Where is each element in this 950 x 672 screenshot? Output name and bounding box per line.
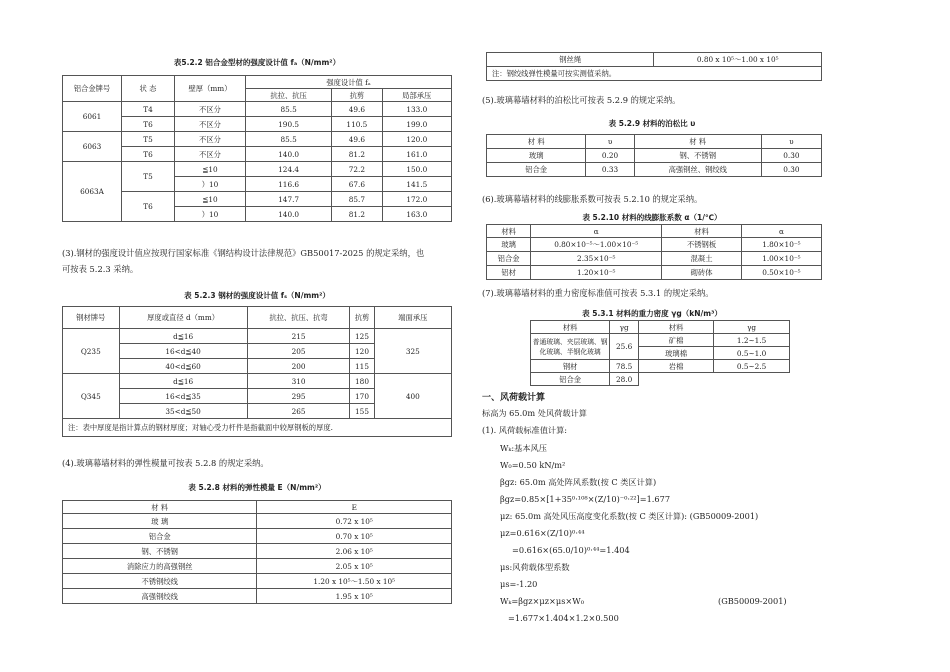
column-subheader: 抗剪	[332, 89, 382, 102]
table-row	[531, 360, 790, 373]
table-note: 注：表中厚度是指计算点的钢材厚度；对轴心受力杆件是指截面中较厚钢板的厚度.	[63, 419, 452, 437]
table-row	[531, 373, 790, 386]
table-row	[63, 162, 452, 177]
calc-line-8: μz=0.616×(Z/10)⁰·⁴⁴	[500, 528, 585, 538]
value-cell: 2.35×10⁻⁵	[531, 252, 662, 266]
value-cell: 高强钢绞线	[63, 589, 257, 604]
value-cell: 0.70 x 10⁵	[257, 529, 452, 544]
table-row	[63, 514, 452, 529]
thickness-cell: ≦10	[175, 162, 246, 177]
value-cell: 1.95 x 10⁵	[257, 589, 452, 604]
column-header: 铝合金牌号	[63, 76, 122, 102]
value-cell: 215	[247, 329, 350, 344]
value-cell: 0.5~2.5	[714, 360, 790, 373]
value-cell: 25.6	[610, 334, 639, 360]
calc-line-5: βgz: 65.0m 高处阵风系数(按 C 类区计算)	[500, 477, 657, 487]
thickness-cell: ≦10	[175, 192, 246, 207]
value-cell: 铝合金	[63, 529, 257, 544]
value-cell: 295	[247, 389, 350, 404]
material-cell: 岩棉	[638, 360, 713, 373]
value-cell: 190.5	[246, 117, 332, 132]
value-cell: 172.0	[382, 192, 451, 207]
paragraph-6: (6).玻璃幕墙材料的线膨胀系数可按表 5.2.10 的规定采纳。	[482, 194, 703, 204]
value-cell: 玻璃	[487, 238, 531, 252]
value-cell: 0.30	[761, 163, 821, 177]
state-cell: T6	[122, 192, 175, 222]
table-5-2-10	[486, 224, 822, 280]
table-row	[487, 149, 822, 163]
table-row	[531, 321, 790, 334]
value-cell: 1.00×10⁻⁵	[741, 252, 821, 266]
value-cell: 1.20×10⁻⁵	[531, 266, 662, 280]
thickness-cell: 40<d≦60	[119, 359, 247, 374]
value-cell: 110.5	[332, 117, 382, 132]
state-cell: T5	[122, 132, 175, 147]
column-subheader: 抗拉、抗压	[246, 89, 332, 102]
value-cell: 0.20	[586, 149, 634, 163]
column-header: α	[741, 225, 821, 238]
value-cell: 147.7	[246, 192, 332, 207]
column-header: 抗拉、抗压、抗弯	[247, 307, 350, 329]
paragraph-3-line2: 可按表 5.2.3 采纳。	[62, 264, 139, 274]
table-5-2-8	[62, 500, 452, 604]
table-row	[63, 307, 452, 329]
value-cell: 0.80×10⁻⁵～1.00×10⁻⁵	[531, 238, 662, 252]
column-header: 材料	[662, 225, 742, 238]
value-cell: 150.0	[382, 162, 451, 177]
table-row	[487, 163, 822, 177]
calc-line-1: 标高为 65.0m 处风荷载计算	[482, 408, 587, 418]
value-cell: 0.50×10⁻⁵	[741, 266, 821, 280]
calc-line-12-ref: (GB50009-2001)	[718, 596, 787, 606]
material-cell: 钢材	[531, 360, 610, 373]
value-cell: 85.5	[246, 102, 332, 117]
paragraph-4: (4).玻璃幕墙材料的弹性模量可按表 5.2.8 的规定采纳。	[62, 458, 269, 468]
thickness-cell: ）10	[175, 177, 246, 192]
value-cell: 1.80×10⁻⁵	[741, 238, 821, 252]
calc-line-4: W₀=0.50 kN/m²	[500, 460, 566, 470]
table-row	[487, 135, 822, 149]
paragraph-7: (7).玻璃幕墙材料的重力密度标准值可按表 5.3.1 的规定采纳。	[482, 288, 714, 298]
calc-line-7: μz: 65.0m 高处风压高度变化系数(按 C 类区计算): (GB50009-2001)	[500, 511, 759, 521]
table-row	[487, 238, 822, 252]
calc-line-9: =0.616×(65.0/10)⁰·⁴⁴=1.404	[512, 545, 630, 555]
thickness-cell: d≦16	[119, 329, 247, 344]
table-5-2-8-continued	[486, 52, 822, 81]
table-5-2-9	[486, 134, 822, 177]
alloy-grade-cell: 6061	[63, 102, 122, 132]
value-cell: 铝合金	[487, 252, 531, 266]
column-header: 端面承压	[374, 307, 451, 329]
column-header: 材 料	[487, 135, 586, 149]
material-cell: 铝合金	[531, 373, 610, 386]
value-cell: 钢、不锈钢	[63, 544, 257, 559]
table-note: 注：钢绞线弹性模量可按实测值采纳。	[487, 67, 822, 81]
table-row	[63, 559, 452, 574]
value-cell: 155	[350, 404, 374, 419]
calc-line-10: μs:风荷载体型系数	[500, 562, 570, 572]
table-row	[487, 67, 822, 81]
table-row	[63, 102, 452, 117]
column-header: υ	[586, 135, 634, 149]
table-5-2-2	[62, 75, 452, 222]
table-row	[63, 147, 452, 162]
empty-cell	[638, 373, 789, 386]
table-row	[63, 76, 452, 89]
value-cell: 高强钢丝、钢绞线	[634, 163, 761, 177]
value-cell: 161.0	[382, 147, 451, 162]
steel-grade-cell: Q345	[63, 374, 120, 419]
table-5-2-2-caption: 表5.2.2 铝合金型材的强度设计值 fₐ（N/mm²）	[173, 58, 341, 67]
column-header: γg	[714, 321, 790, 334]
thickness-cell: 16<d≦40	[119, 344, 247, 359]
material-cell: 普通玻璃、夹层玻璃、钢化玻璃、半钢化玻璃	[531, 334, 610, 360]
table-5-3-1	[530, 320, 790, 386]
value-cell: 141.5	[382, 177, 451, 192]
value-cell: 81.2	[332, 207, 382, 222]
value-cell: 砌砖体	[662, 266, 742, 280]
thickness-cell: 不区分	[175, 132, 246, 147]
value-cell: 72.2	[332, 162, 382, 177]
material-cell: 玻璃棉	[638, 347, 713, 360]
value-cell: 133.0	[382, 102, 451, 117]
value-cell: 120.0	[382, 132, 451, 147]
value-cell: 0.80 x 10⁵～1.00 x 10⁵	[654, 53, 822, 67]
value-cell: 124.4	[246, 162, 332, 177]
column-header: 材料	[487, 225, 531, 238]
table-row	[487, 266, 822, 280]
value-cell: 180	[350, 374, 374, 389]
section-heading: 一、风荷载计算	[482, 393, 546, 403]
value-cell: 116.6	[246, 177, 332, 192]
value-cell: 81.2	[332, 147, 382, 162]
value-cell: 140.0	[246, 147, 332, 162]
column-header: 抗剪	[350, 307, 374, 329]
value-cell: 120	[350, 344, 374, 359]
table-row	[63, 419, 452, 437]
table-5-2-3	[62, 306, 452, 437]
value-cell: 0.72 x 10⁵	[257, 514, 452, 529]
value-cell: 125	[350, 329, 374, 344]
column-header: 钢材牌号	[63, 307, 120, 329]
column-header: 材 料	[63, 501, 257, 514]
value-cell: 115	[350, 359, 374, 374]
value-cell: 玻璃	[487, 149, 586, 163]
value-cell: 205	[247, 344, 350, 359]
value-cell: 85.7	[332, 192, 382, 207]
calc-line-13: =1.677×1.404×1.2×0.500	[508, 613, 619, 623]
table-row	[63, 374, 452, 389]
value-cell: 消除应力的高强钢丝	[63, 559, 257, 574]
table-row	[63, 589, 452, 604]
table-5-2-8-caption: 表 5.2.8 材料的弹性模量 E（N/mm²）	[188, 483, 326, 492]
column-header: 材 料	[634, 135, 761, 149]
column-header: 材料	[638, 321, 713, 334]
column-subheader: 局部承压	[382, 89, 451, 102]
value-cell: 0.30	[761, 149, 821, 163]
value-cell: 170	[350, 389, 374, 404]
table-row	[63, 117, 452, 132]
column-header: 壁厚（mm）	[175, 76, 246, 102]
value-cell: 不锈钢绞线	[63, 574, 257, 589]
table-row	[63, 329, 452, 344]
thickness-cell: 35<d≦50	[119, 404, 247, 419]
table-5-2-3-caption: 表 5.2.3 钢材的强度设计值 fₛ（N/mm²）	[184, 291, 330, 300]
column-header: 厚度或直径 d（mm）	[119, 307, 247, 329]
value-cell: 2.06 x 10⁵	[257, 544, 452, 559]
value-cell: 67.6	[332, 177, 382, 192]
value-cell: 200	[247, 359, 350, 374]
thickness-cell: ）10	[175, 207, 246, 222]
value-cell: 1.2~1.5	[714, 334, 790, 347]
table-row	[63, 574, 452, 589]
column-header: 状 态	[122, 76, 175, 102]
table-row	[487, 53, 822, 67]
table-5-3-1-caption: 表 5.3.1 材料的重力密度 γg（kN/m³）	[582, 309, 722, 318]
value-cell: 49.6	[332, 132, 382, 147]
thickness-cell: 不区分	[175, 117, 246, 132]
value-cell: 265	[247, 404, 350, 419]
thickness-cell: 不区分	[175, 147, 246, 162]
thickness-cell: 16<d≦35	[119, 389, 247, 404]
value-cell: 78.5	[610, 360, 639, 373]
state-cell: T4	[122, 102, 175, 117]
calc-line-12: Wₖ=βgz×μz×μs×W₀	[500, 596, 584, 606]
thickness-cell: d≦16	[119, 374, 247, 389]
value-cell: 400	[374, 374, 451, 419]
column-header: υ	[761, 135, 821, 149]
value-cell: 28.0	[610, 373, 639, 386]
value-cell: 1.20 x 10⁵～1.50 x 10⁵	[257, 574, 452, 589]
table-row	[487, 225, 822, 238]
value-cell: 玻 璃	[63, 514, 257, 529]
alloy-grade-cell: 6063A	[63, 162, 122, 222]
thickness-cell: 不区分	[175, 102, 246, 117]
value-cell: 140.0	[246, 207, 332, 222]
steel-grade-cell: Q235	[63, 329, 120, 374]
table-row	[63, 544, 452, 559]
state-cell: T6	[122, 147, 175, 162]
value-cell: 铝合金	[487, 163, 586, 177]
table-row	[63, 132, 452, 147]
paragraph-3-line1: (3).钢材的强度设计值应按现行国家标准《钢结构设计法律规范》GB50017-2025 的规定采纳，也	[62, 248, 425, 258]
value-cell: 铝材	[487, 266, 531, 280]
value-cell: 钢、不锈钢	[634, 149, 761, 163]
column-header: E	[257, 501, 452, 514]
table-row	[63, 529, 452, 544]
value-cell: 2.05 x 10⁵	[257, 559, 452, 574]
column-header: γg	[610, 321, 639, 334]
value-cell: 163.0	[382, 207, 451, 222]
paragraph-5: (5).玻璃幕墙材料的泊松比可按表 5.2.9 的规定采纳。	[482, 95, 681, 105]
calc-line-3: Wₖ:基本风压	[500, 443, 547, 453]
table-5-2-9-caption: 表 5.2.9 材料的泊松比 υ	[608, 119, 696, 128]
state-cell: T5	[122, 162, 175, 192]
value-cell: 钢丝绳	[487, 53, 654, 67]
value-cell: 310	[247, 374, 350, 389]
value-cell: 不锈钢板	[662, 238, 742, 252]
state-cell: T6	[122, 117, 175, 132]
material-cell: 矿棉	[638, 334, 713, 347]
value-cell: 混凝土	[662, 252, 742, 266]
table-5-2-10-caption: 表 5.2.10 材料的线膨胀系数 α（1/℃）	[582, 213, 722, 222]
calc-line-6: βgz=0.85×[1+35⁰·¹⁰⁸×(Z/10)⁻⁰·²²]=1.677	[500, 494, 671, 504]
value-cell: 0.5~1.0	[714, 347, 790, 360]
value-cell: 85.5	[246, 132, 332, 147]
table-row	[63, 501, 452, 514]
table-row	[487, 252, 822, 266]
value-cell: 0.33	[586, 163, 634, 177]
calc-line-2: (1). 风荷载标准值计算:	[482, 425, 568, 435]
column-header: 材料	[531, 321, 610, 334]
value-cell: 325	[374, 329, 451, 374]
column-header: α	[531, 225, 662, 238]
value-cell: 199.0	[382, 117, 451, 132]
table-row	[63, 192, 452, 207]
column-header: 强度设计值 fₐ	[246, 76, 452, 89]
value-cell: 49.6	[332, 102, 382, 117]
alloy-grade-cell: 6063	[63, 132, 122, 162]
calc-line-11: μs=-1.20	[500, 579, 538, 589]
table-row	[531, 334, 790, 347]
